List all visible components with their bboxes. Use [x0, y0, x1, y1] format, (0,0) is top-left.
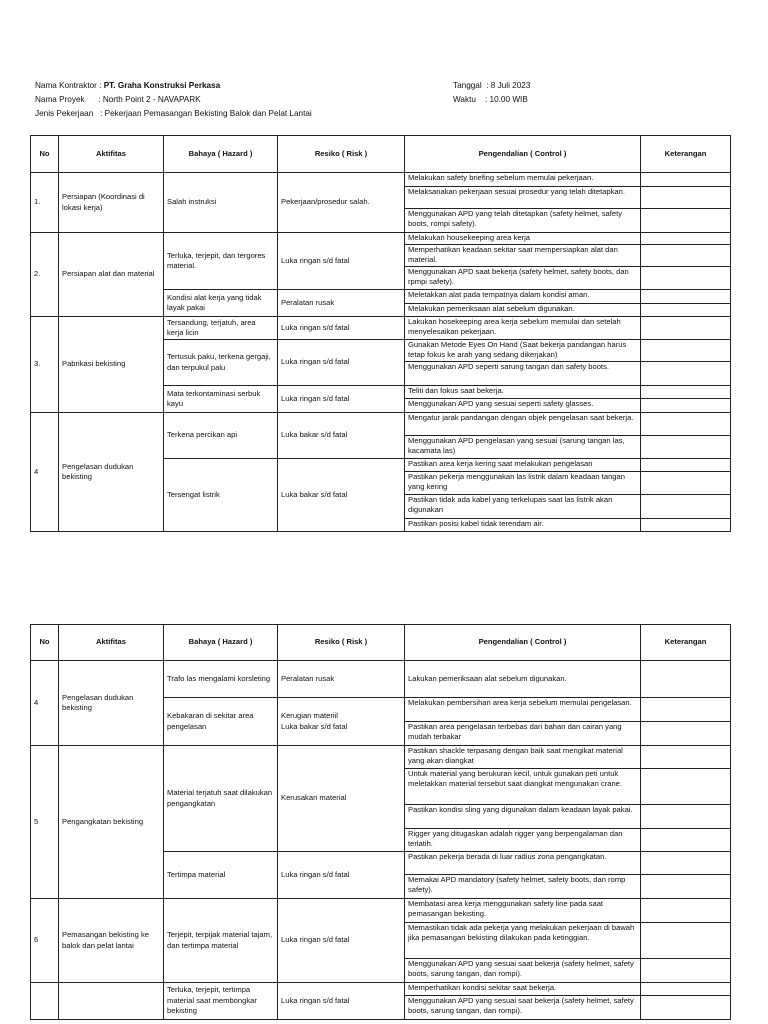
contractor-label: Nama Kontraktor	[35, 81, 97, 90]
control-cell: Menggunakan APD yang sesuai saat bekerja (safety helmet, safety boots, sarung tangan, dan rompi).	[405, 959, 641, 983]
remarks-cell	[641, 923, 731, 959]
remarks-cell	[641, 698, 731, 722]
contractor-sep: :	[96, 81, 104, 90]
control-cell: Pastikan pekerja berada di luar radius zona pengangkatan.	[405, 852, 641, 875]
row-number: 5	[31, 746, 59, 899]
remarks-cell	[641, 519, 731, 532]
table-row	[31, 413, 731, 436]
contractor-value: PT. Graha Konstruksi Perkasa	[103, 81, 221, 90]
col-header-remarks: Keterangan	[641, 136, 731, 173]
control-cell: Pastikan area pengelasan terbebas dari bahan dan cairan yang mudah terbakar	[405, 722, 641, 746]
risk-cell: Peralatan rusak	[278, 290, 405, 317]
control-cell: Pastikan shackle terpasang dengan baik saat mengikat material yang akan diangkat	[405, 746, 641, 769]
remarks-cell	[641, 852, 731, 875]
remarks-cell	[641, 317, 731, 340]
remarks-cell	[641, 173, 731, 187]
remarks-cell	[641, 769, 731, 805]
remarks-cell	[641, 399, 731, 413]
remarks-cell	[641, 829, 731, 852]
row-number	[31, 983, 59, 1020]
hazard-cell: Kondisi alat kerja yang tidak layak pakai	[164, 290, 278, 317]
work-type-value: Pekerjaan Pemasangan Bekisting Balok dan Pelat Lantai	[104, 109, 312, 118]
risk-cell: Peralatan rusak	[278, 661, 405, 698]
remarks-cell	[641, 983, 731, 996]
hazard-cell: Salah instruksi	[164, 173, 278, 233]
header-project	[35, 93, 201, 107]
table-header-row	[31, 136, 731, 173]
hazard-cell: Terluka, terjepit, dan tergores material.	[164, 233, 278, 290]
remarks-cell	[641, 209, 731, 233]
col-header-risk: Resiko ( Risk )	[278, 136, 405, 173]
control-cell: Menggunakan APD yang telah ditetapkan (safety helmet, safety boots, rompi safety).	[405, 209, 641, 233]
hazard-cell: Terkena percikan api	[164, 413, 278, 459]
jsa-table-page-1	[30, 135, 731, 532]
remarks-cell	[641, 436, 731, 459]
col-header-no: No	[31, 136, 59, 173]
control-cell: Memperhatikan kondisi sekitar saat bekerja.	[405, 983, 641, 996]
control-cell: Pastikan posisi kabel tidak terendam air.	[405, 519, 641, 532]
hazard-cell: Terluka, terjepit, tertimpa material saat membongkar bekisting	[164, 983, 278, 1020]
work-type-sep: :	[93, 109, 105, 118]
hazard-cell: Kebakaran di sekitar area pengelasan	[164, 698, 278, 746]
risk-cell	[278, 698, 405, 746]
header-contractor	[35, 79, 220, 93]
control-cell: Meletakkan alat pada tempatnya dalam kondisi aman.	[405, 290, 641, 304]
remarks-cell	[641, 187, 731, 209]
activity-cell: Pabrikasi bekisting	[59, 317, 164, 413]
control-cell: Untuk material yang berukuran kecil, untuk gunakan peti untuk meletakkan material tersebut saat diangkat mengunakan crane.	[405, 769, 641, 805]
control-cell: Menggunakan APD seperti sarung tangan dan safety boots.	[405, 362, 641, 386]
control-cell: Lakukan pemeriksaan alat sebelum digunakan.	[405, 661, 641, 698]
risk-cell: Luka ringan s/d fatal	[278, 983, 405, 1020]
row-number: 4	[31, 413, 59, 532]
table-row	[31, 746, 731, 769]
remarks-cell	[641, 459, 731, 472]
activity-cell: Pemasangan bekisting ke balok dan pelat lantai	[59, 899, 164, 983]
activity-cell	[59, 983, 164, 1020]
time-label: Waktu	[453, 95, 476, 104]
header-time	[453, 93, 528, 107]
row-number: 2.	[31, 233, 59, 317]
control-cell: Melakukan housekeeping area kerja	[405, 233, 641, 245]
risk-cell: Luka ringan s/d fatal	[278, 317, 405, 340]
control-cell: Melakukan pemeriksaan alat sebelum digunakan.	[405, 304, 641, 317]
control-cell: Memperhatikan keadaan sekitar saat mempersiapkan alat dan material.	[405, 245, 641, 267]
hazard-cell: Terjepit, terpijak material tajam, dan tertimpa material	[164, 899, 278, 983]
col-header-risk: Resiko ( Risk )	[278, 625, 405, 661]
header-date	[453, 79, 530, 93]
jsa-table-page-2	[30, 624, 731, 1020]
remarks-cell	[641, 722, 731, 746]
project-value: North Point 2 - NAVAPARK	[102, 95, 201, 104]
hazard-cell: Tertimpa material	[164, 852, 278, 899]
risk-cell: Luka bakar s/d fatal	[278, 459, 405, 532]
remarks-cell	[641, 661, 731, 698]
risk-cell: Kerusakan material	[278, 746, 405, 852]
remarks-cell	[641, 959, 731, 983]
remarks-cell	[641, 899, 731, 923]
remarks-cell	[641, 362, 731, 386]
remarks-cell	[641, 304, 731, 317]
remarks-cell	[641, 875, 731, 899]
remarks-cell	[641, 267, 731, 290]
remarks-cell	[641, 996, 731, 1020]
activity-cell: Persiapan (Koordinasi di lokasi kerja)	[59, 173, 164, 233]
control-cell: Mengatur jarak pandangan dengan objek pengelasan saat bekerja.	[405, 413, 641, 436]
control-cell: Teliti dan fokus saat bekerja.	[405, 386, 641, 399]
activity-cell: Pengelasan dudukan bekisting	[59, 661, 164, 746]
risk-cell: Luka ringan s/d fatal	[278, 852, 405, 899]
row-number: 3.	[31, 317, 59, 413]
remarks-cell	[641, 472, 731, 495]
work-type-label: Jenis Pekerjaan	[35, 109, 94, 118]
control-cell: Memastikan tidak ada pekerja yang melakukan pekerjaan di bawah jika pemasangan bekisting dilakukan pada ketinggian.	[405, 923, 641, 959]
hazard-cell: Tertusuk paku, terkena gergaji, dan terpukul palu	[164, 340, 278, 386]
col-header-hazard: Bahaya ( Hazard )	[164, 625, 278, 661]
col-header-activity: Aktifitas	[59, 625, 164, 661]
col-header-control: Pengendalian ( Control )	[405, 136, 641, 173]
hazard-cell: Tersengat listrik	[164, 459, 278, 532]
control-cell: Pastikan pekerja menggunakan las listrik dalam keadaan tangan yang kering	[405, 472, 641, 495]
row-number: 4	[31, 661, 59, 746]
remarks-cell	[641, 495, 731, 519]
remarks-cell	[641, 746, 731, 769]
control-cell: Pastikan area kerja kering saat melakukan pengelasan	[405, 459, 641, 472]
date-value: : 8 Juli 2023	[481, 81, 531, 90]
hazard-cell: Material terjatuh saat dilakukan pengangkatan	[164, 746, 278, 852]
control-cell: Melaksanakan pekerjaan sesuai prosedur yang telah ditetapkan.	[405, 187, 641, 209]
row-number: 6	[31, 899, 59, 983]
time-value: : 10.00 WIB	[475, 95, 528, 104]
control-cell: Menggunakan APD yang sesuai seperti safety glasses.	[405, 399, 641, 413]
control-cell: Melakukan safety briefing sebelum memulai pekerjaan.	[405, 173, 641, 187]
col-header-activity: Aktifitas	[59, 136, 164, 173]
table-row	[31, 983, 731, 996]
control-cell: Gunakan Metode Eyes On Hand (Saat bekerja pandangan harus tetap fokus ke arah yang sedang dikerjakan)	[405, 340, 641, 362]
activity-cell: Persiapan alat dan material	[59, 233, 164, 317]
hazard-cell: Tersandung, terjatuh, area kerja licin	[164, 317, 278, 340]
remarks-cell	[641, 245, 731, 267]
risk-cell: Pekerjaan/prosedur salah.	[278, 173, 405, 233]
risk-cell-line-1: Kerugian materiil	[281, 711, 338, 721]
risk-cell: Luka bakar s/d fatal	[278, 413, 405, 459]
remarks-cell	[641, 413, 731, 436]
control-cell: Menggunakan APD pengelasan yang sesuai (sarung tangan las, kacamata las)	[405, 436, 641, 459]
project-label: Nama Proyek	[35, 95, 85, 104]
table-row	[31, 317, 731, 340]
control-cell: Pastikan tidak ada kabel yang terkelupas saat las listrik akan digunakan	[405, 495, 641, 519]
risk-cell: Luka ringan s/d fatal	[278, 386, 405, 413]
project-sep: :	[84, 95, 103, 104]
hazard-cell: Mata terkontaminasi serbuk kayu	[164, 386, 278, 413]
activity-cell: Pengelasan dudukan bekisting	[59, 413, 164, 532]
row-number: 1.	[31, 173, 59, 233]
control-cell: Menggunakan APD saat bekerja (safety helmet, safety boots, dan rpmpi safety).	[405, 267, 641, 290]
risk-cell: Luka ringan s/d fatal	[278, 899, 405, 983]
control-cell: Melakukan pembersihan area kerja sebelum memulai pengelasan.	[405, 698, 641, 722]
col-header-control: Pengendalian ( Control )	[405, 625, 641, 661]
col-header-no: No	[31, 625, 59, 661]
remarks-cell	[641, 340, 731, 362]
table-row	[31, 173, 731, 187]
control-cell: Lakukan hosekeeping area kerja sebelum memulai dan setelah menyelesaikan pekerjaan.	[405, 317, 641, 340]
table-row	[31, 233, 731, 245]
risk-cell: Luka ringan s/d fatal	[278, 340, 405, 386]
table-row	[31, 661, 731, 698]
risk-cell-line-2: Luka bakar s/d fatal	[281, 721, 348, 731]
remarks-cell	[641, 290, 731, 304]
date-label: Tanggal	[453, 81, 482, 90]
table-header-row	[31, 625, 731, 661]
table-row	[31, 899, 731, 923]
control-cell: Pastikan kondisi sling yang digunakan dalam keadaan layak pakai.	[405, 805, 641, 829]
control-cell: Rigger yang ditugaskan adalah rigger yang berpengalaman dan terlatih.	[405, 829, 641, 852]
activity-cell: Pengangkatan bekisting	[59, 746, 164, 899]
col-header-remarks: Keterangan	[641, 625, 731, 661]
control-cell: Menggunakan APD yang sesuai saat bekerja (safety helmet, safety boots, sarung tangan, dan rompi).	[405, 996, 641, 1020]
remarks-cell	[641, 805, 731, 829]
header-work-type	[35, 107, 312, 121]
hazard-cell: Trafo las mengalami korsleting	[164, 661, 278, 698]
risk-cell: Luka ringan s/d fatal	[278, 233, 405, 290]
col-header-hazard: Bahaya ( Hazard )	[164, 136, 278, 173]
control-cell: Membatasi area kerja menggunakan safety line pada saat pemasangan bekisting.	[405, 899, 641, 923]
remarks-cell	[641, 233, 731, 245]
remarks-cell	[641, 386, 731, 399]
control-cell: Memakai APD mandatory (safety helmet, safety boots, dan romp safety).	[405, 875, 641, 899]
